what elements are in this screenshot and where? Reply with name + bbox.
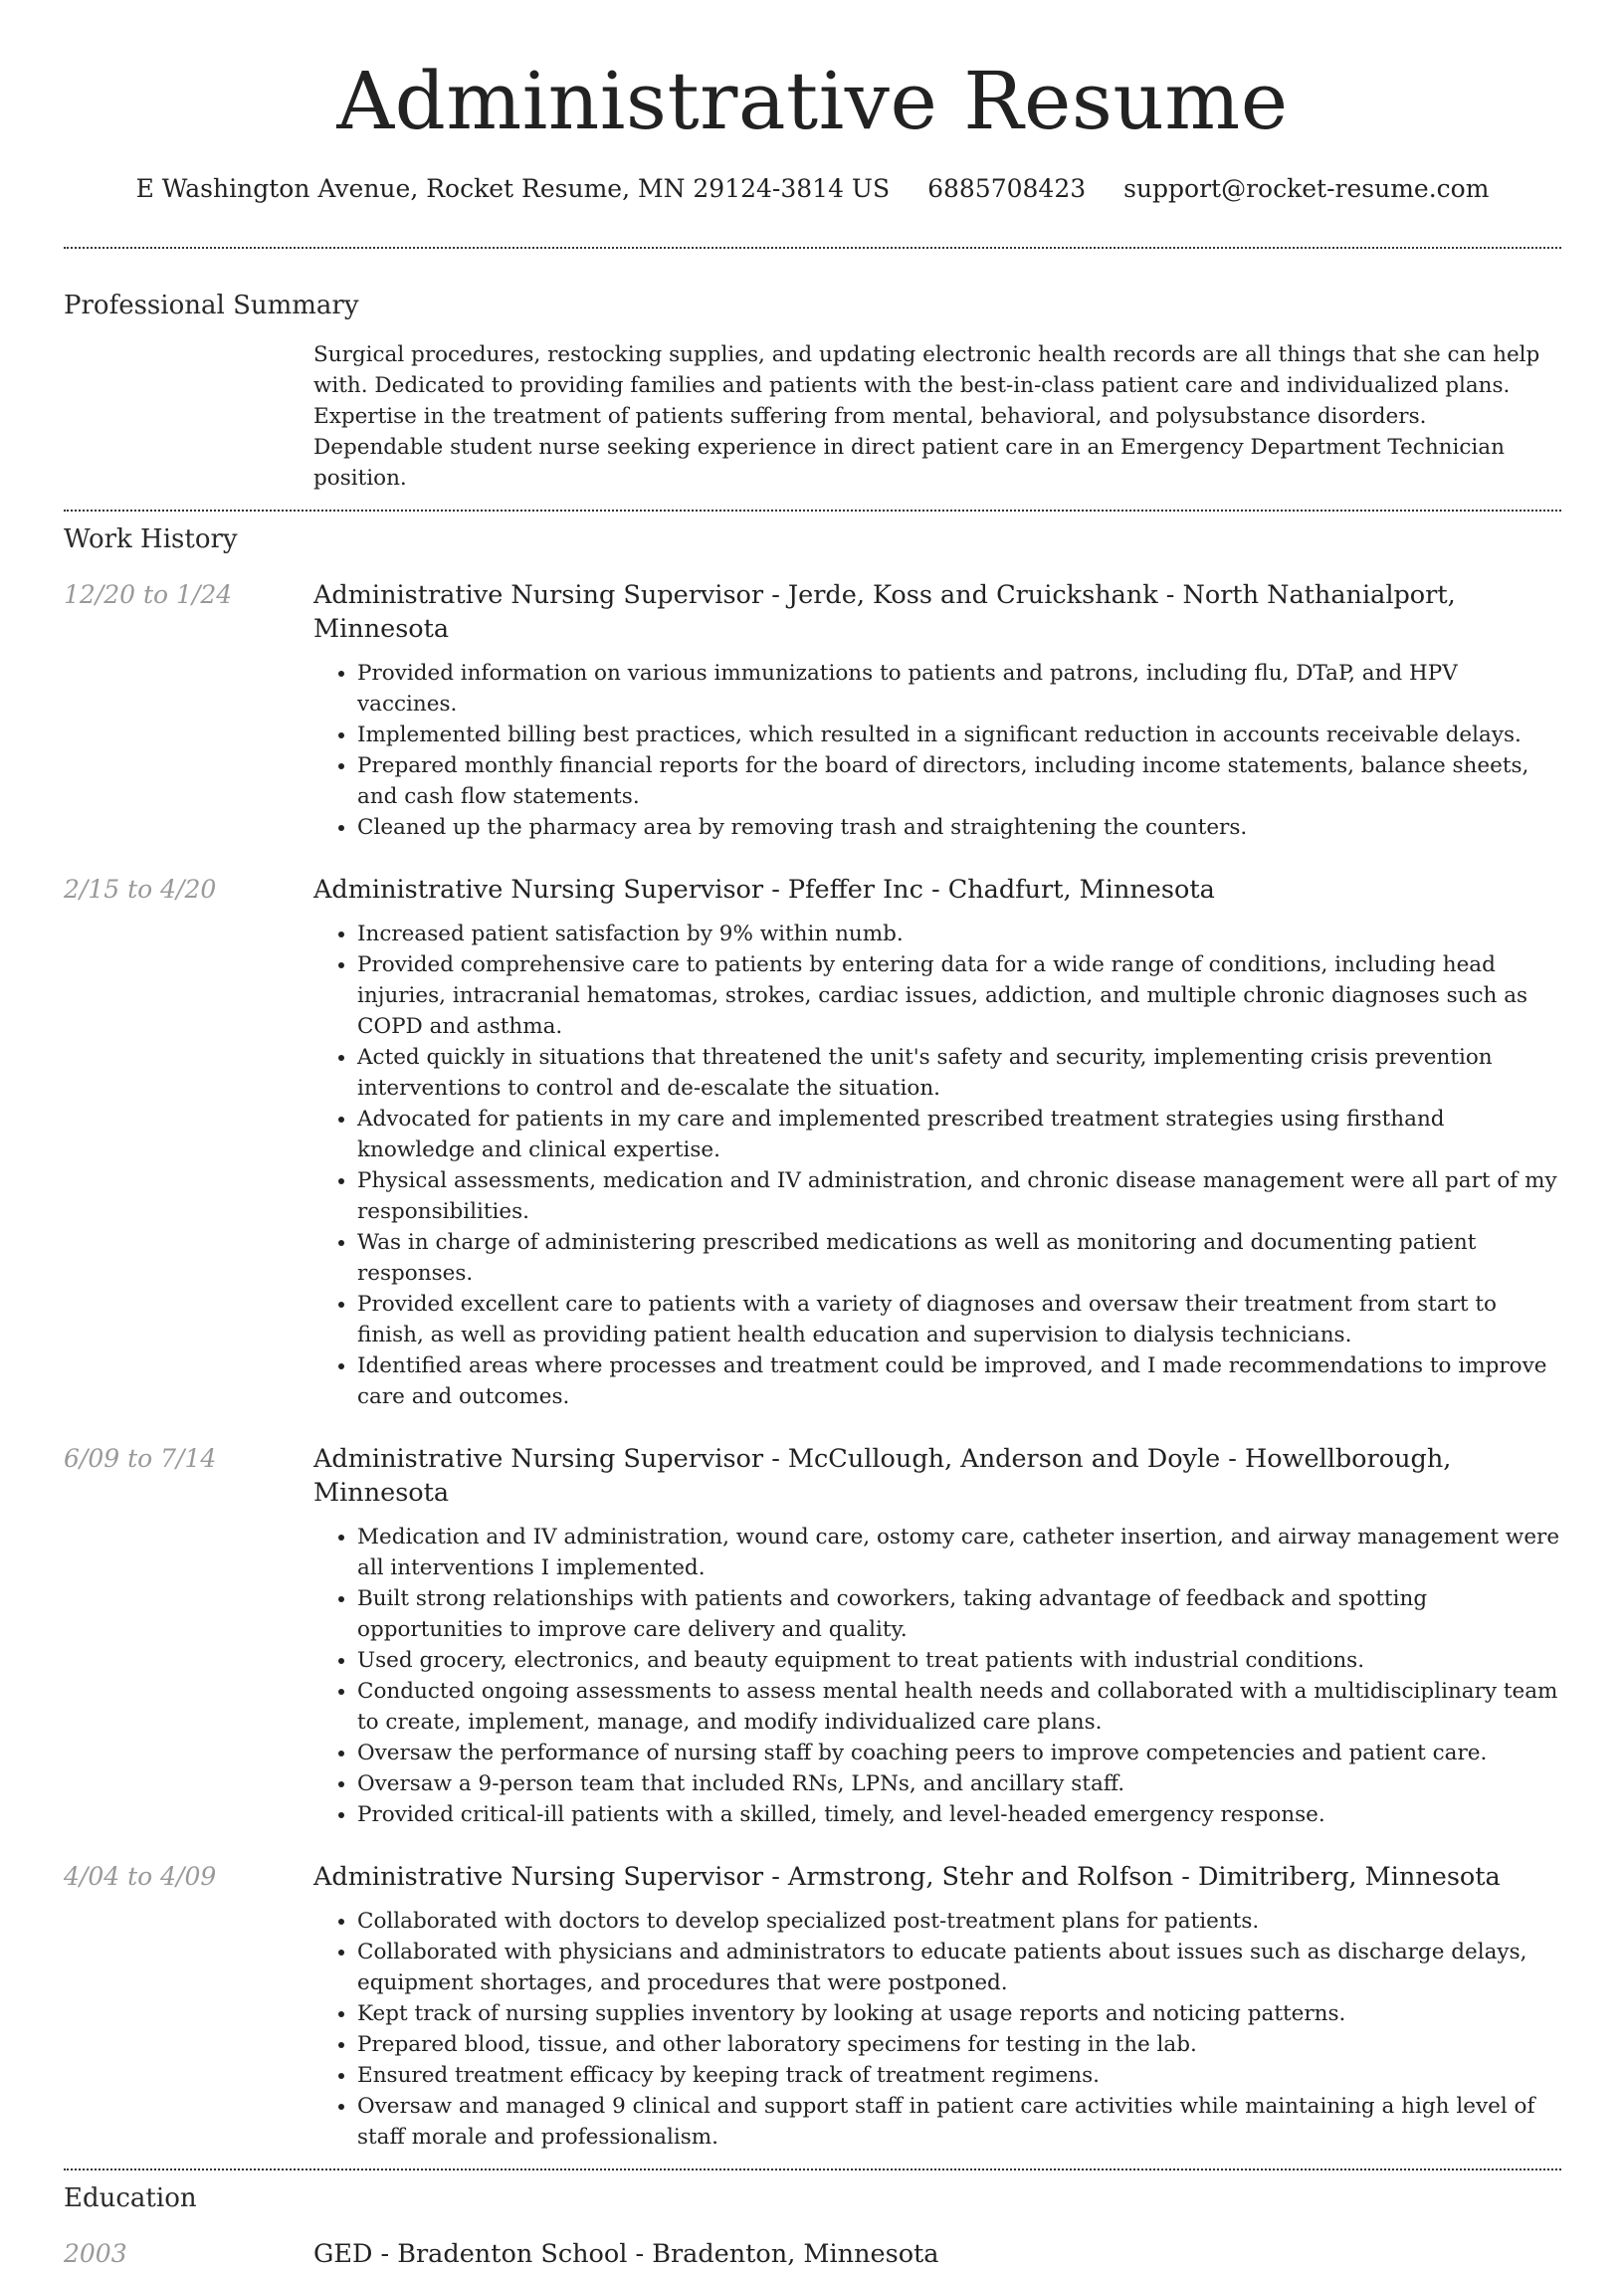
education-dates: 2003 [64,2239,127,2268]
job-bullet: • Increased patient satisfaction by 9% within numb. [357,919,1561,949]
divider [64,2168,1561,2170]
job-bullet: • Collaborated with doctors to develop specialized post-treatment plans for patients. [357,1906,1561,1937]
job-entry [64,578,1561,843]
job-bullet: • Built strong relationships with patients and coworkers, taking advantage of feedback and spotting opportunities to improve care delivery and quality. [357,1583,1561,1645]
job-bullet: • Provided critical-ill patients with a skilled, timely, and level-headed emergency response. [357,1799,1561,1830]
job-bullet: • Kept track of nursing supplies inventory by looking at usage reports and noticing patterns. [357,1998,1561,2029]
contact-line [64,173,1561,205]
education-heading: Education [64,2183,197,2213]
job-entry [64,873,1561,1412]
job-bullet: • Prepared blood, tissue, and other laboratory specimens for testing in the lab. [357,2029,1561,2060]
resume-page [64,0,1561,2271]
job-bullets [313,919,1561,1412]
divider [64,510,1561,512]
job-bullet: • Acted quickly in situations that threatened the unit's safety and security, implementing crisis prevention interventions to control and de-escalate the situation. [357,1042,1561,1104]
job-bullet: • Oversaw a 9-person team that included RNs, LPNs, and ancillary staff. [357,1768,1561,1799]
job-bullet: • Medication and IV administration, wound care, ostomy care, catheter insertion, and airway management were all interventions I implemented. [357,1522,1561,1583]
resume-name: Administrative Resume [336,55,1289,147]
job-bullet: • Collaborated with physicians and administrators to educate patients about issues such as discharge delays, equipment shortages, and procedures that were postponed. [357,1937,1561,1998]
job-bullet: • Provided excellent care to patients with a variety of diagnoses and oversaw their treatment from start to finish, as well as providing patient health education and supervision to dialysis technicians. [357,1289,1561,1350]
job-bullet: • Physical assessments, medication and IV administration, and chronic disease management were all part of my responsibilities. [357,1165,1561,1227]
job-dates: 12/20 to 1/24 [64,580,233,609]
job-bullet: • Cleaned up the pharmacy area by removing trash and straightening the counters. [357,812,1561,843]
job-dates: 6/09 to 7/14 [64,1444,217,1473]
contact-phone: 6885708423 [927,174,1087,203]
job-bullets [313,1522,1561,1830]
job-heading: Administrative Nursing Supervisor - Armstrong, Stehr and Rolfson - Dimitriberg, Minnesota [313,1862,1501,1892]
job-bullet: • Provided information on various immunizations to patients and patrons, including flu, DTaP, and HPV vaccines. [357,658,1561,720]
contact-email: support@rocket-resume.com [1123,174,1490,203]
job-bullet: • Conducted ongoing assessments to assess mental health needs and collaborated with a multidisciplinary team to create, implement, manage, and modify individualized care plans. [357,1676,1561,1738]
job-bullet: • Oversaw the performance of nursing staff by coaching peers to improve competencies and patient care. [357,1738,1561,1768]
education-entry [64,2237,1561,2271]
summary-text: Surgical procedures, restocking supplies, and updating electronic health records are all things that she can help with. Dedicated to providing families and patients with the best-in-class patient care and individualized plans. Expertise in the treatment of patients suffering from mental, behavioral, and polysubstance disorders. Dependable student nurse seeking experience in direct patient care in an Emergency Department Technician position. [313,342,1540,491]
job-bullet: • Provided comprehensive care to patients by entering data for a wide range of conditions, including head injuries, intracranial hematomas, strokes, cardiac issues, addiction, and multiple chronic diagnoses such as COPD and asthma. [357,949,1561,1042]
job-bullets [313,1906,1561,2153]
job-heading: Administrative Nursing Supervisor - McCullough, Anderson and Doyle - Howellborough, Minnesota [313,1444,1452,1508]
divider [64,247,1561,249]
work-history-heading: Work History [64,524,238,554]
job-bullet: • Oversaw and managed 9 clinical and support staff in patient care activities while maintaining a high level of staff morale and professionalism. [357,2091,1561,2153]
contact-address: E Washington Avenue, Rocket Resume, MN 29124-3814 US [135,174,891,203]
job-entry [64,1860,1561,2153]
job-bullets [313,658,1561,843]
education-heading-line: GED - Bradenton School - Bradenton, Minnesota [313,2239,939,2269]
job-bullet: • Prepared monthly financial reports for the board of directors, including income statements, balance sheets, and cash flow statements. [357,750,1561,812]
job-bullet: • Advocated for patients in my care and implemented prescribed treatment strategies using firsthand knowledge and clinical expertise. [357,1104,1561,1165]
job-dates: 4/04 to 4/09 [64,1862,217,1891]
job-heading: Administrative Nursing Supervisor - Pfeffer Inc - Chadfurt, Minnesota [313,875,1215,905]
job-bullet: • Was in charge of administering prescribed medications as well as monitoring and documenting patient responses. [357,1227,1561,1289]
job-entry [64,1442,1561,1830]
job-heading: Administrative Nursing Supervisor - Jerde, Koss and Cruickshank - North Nathanialport, Minnesota [313,580,1456,644]
job-bullet: • Used grocery, electronics, and beauty equipment to treat patients with industrial conditions. [357,1645,1561,1676]
job-dates: 2/15 to 4/20 [64,875,217,904]
job-bullet: • Identified areas where processes and treatment could be improved, and I made recommendations to improve care and outcomes. [357,1350,1561,1412]
summary-heading: Professional Summary [64,291,359,320]
job-bullet: • Implemented billing best practices, which resulted in a significant reduction in accounts receivable delays. [357,720,1561,750]
job-bullet: • Ensured treatment efficacy by keeping track of treatment regimens. [357,2060,1561,2091]
